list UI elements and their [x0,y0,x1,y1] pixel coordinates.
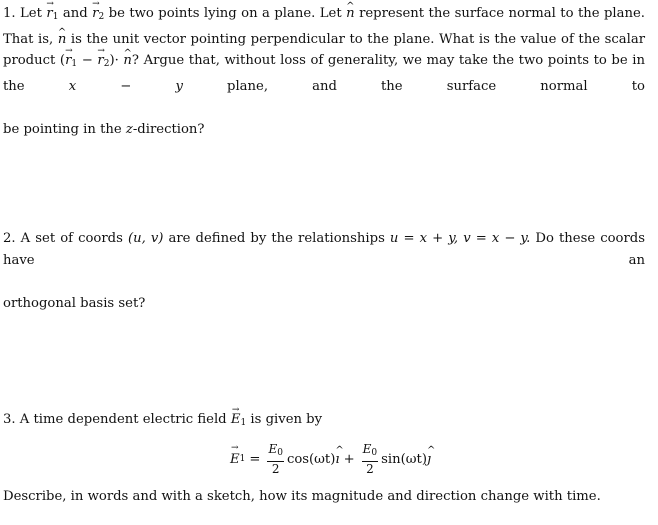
problem-1 [3,3,645,140]
unit-vector-i: ^ ı [335,452,339,467]
problem-2-text: 2. A set of coords (u, v) are defined by the relationships u = x + y, v = x − y. Do these coords have an [3,231,645,268]
problem-2 [3,228,645,314]
problem-3-text: 3. A time dependent electric field → $E_1$ is given by [3,409,645,435]
problem-1-last-line: be pointing in the z-direction? [3,121,205,137]
vector-E1: → E [231,409,241,431]
problem-3 [3,409,645,435]
unit-vector-j: ^ ȷ [427,452,431,467]
vector-r2: → r [92,3,98,25]
vector-r1: → r [46,3,52,25]
problem-2-last-line: orthogonal basis set? [3,295,146,311]
problem-1-text: 1. Let → $r_1$ and → $r_2$ be two points lying on a plane. Let ^ n represent the surface normal to the plane. That is, ^ n is the unit vector pointing perpendicular to the plane. What is the value of the scalar product (→ $r_1$ − → $r_2)\cdot$ ^ n? Argue that, without loss of generality, we may take the two points to be in the x − y plane, and the surface normal to [3,3,645,119]
problem-3-describe: Describe, in words and with a sketch, how its magnitude and direction change with time. [3,489,601,504]
fraction-e0-over-2: $\frac{E_0}{2}$ [362,441,378,476]
fraction-e0-over-2: $\frac{E_0}{2}$ [268,441,283,476]
unit-normal-n: ^ n [346,3,355,25]
electric-field-equation: → E 1 = $\frac{E_0}{2}$ cos(ωt) ^ ı + $\frac{E_0}{2}$ sin(ωt) ^ ȷ [230,441,431,477]
